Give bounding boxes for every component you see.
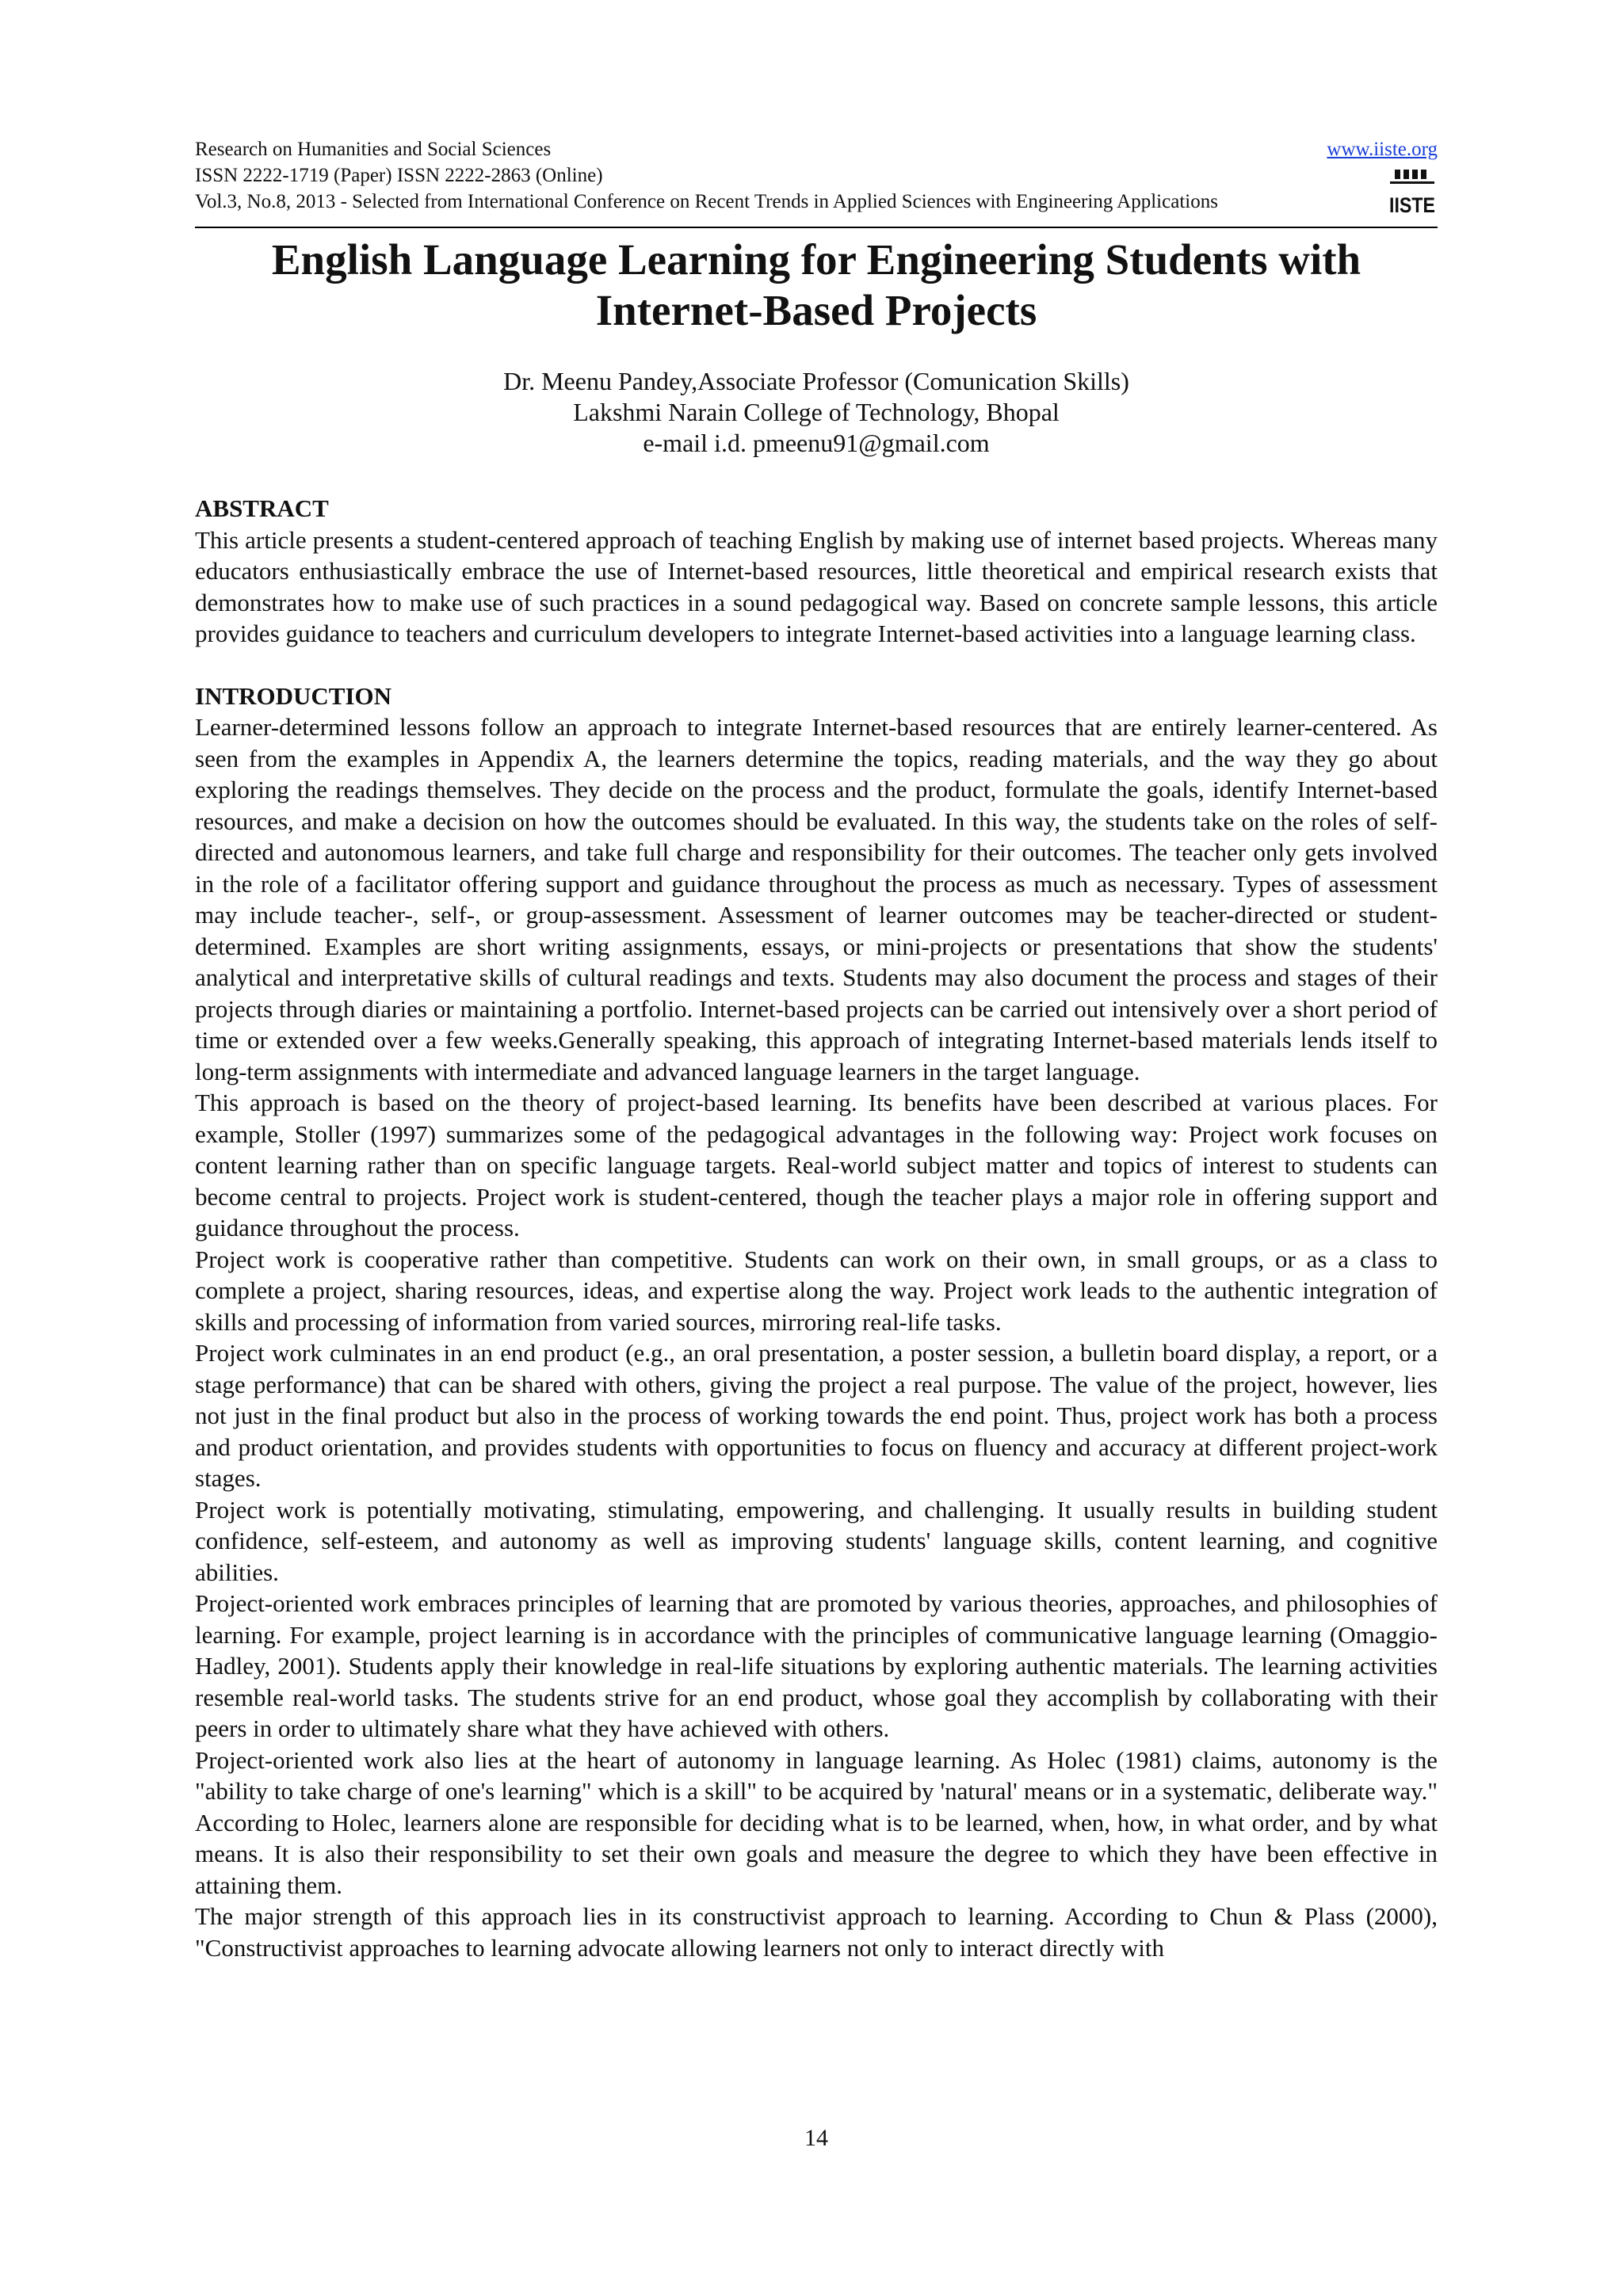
intro-paragraph: The major strength of this approach lies in its constructivist approach to learning. According to Chun & Plass (2000), "Constructivist approaches to learning advocate allowing learners not only to interact directly with bbox=[195, 1902, 1438, 1962]
journal-name: Research on Humanities and Social Sciences bbox=[195, 139, 552, 160]
journal-url-link[interactable]: www.iiste.org bbox=[1327, 139, 1438, 160]
page-number: 14 bbox=[804, 2125, 828, 2151]
introduction-heading: INTRODUCTION bbox=[195, 681, 392, 710]
intro-paragraph: Project-oriented work embraces principles of learning that are promoted by various theories, approaches, and philosophies of learning. For example, project learning is in accordance with the principles of communicative language learning (Omaggio-Hadley, 2001). Students apply their knowledge in real-life situations by exploring authentic materials. The learning activities resemble real-world tasks. The students strive for an end product, whose goal they accomplish by collaborating with their peers in order to ultimately share what they have achieved with others. bbox=[195, 1589, 1438, 1742]
intro-paragraph: Project work is cooperative rather than competitive. Students can work on their own, in small groups, or as a class to complete a project, sharing resources, ideas, and expertise along the way. Project work leads to the authentic integration of skills and processing of information from varied sources, mirroring real-life tasks. bbox=[195, 1245, 1438, 1336]
issn-line: ISSN 2222-1719 (Paper) ISSN 2222-2863 (Online) bbox=[195, 165, 603, 186]
author-affiliation: Lakshmi Narain College of Technology, Bhopal bbox=[573, 398, 1060, 426]
intro-paragraph: Project work is potentially motivating, stimulating, empowering, and challenging. It usually results in building student confidence, self-esteem, and autonomy as well as improving students' language skills, content learning, and cognitive abilities. bbox=[195, 1495, 1438, 1586]
intro-paragraph: This approach is based on the theory of project-based learning. Its benefits have been described at various places. For example, Stoller (1997) summarizes some of the pedagogical advantages in the following way: Project work focuses on content learning rather than on specific language targets. Real-world subject matter and topics of interest to students can become central to projects. Project work is student-centered, though the teacher plays a major role in offering support and guidance throughout the process. bbox=[195, 1089, 1438, 1241]
journal-header bbox=[195, 136, 1438, 215]
intro-paragraph: Project-oriented work also lies at the heart of autonomy in language learning. As Holec (1981) claims, autonomy is the "ability to take charge of one's learning" which is a skill" to be acquired by 'natural' means or in a systematic, deliberate way." According to Holec, learners alone are responsible for deciding what is to be learned, when, how, in what order, and by what means. It is also their responsibility to set their own goals and measure the degree to which they have been effective in attaining them. bbox=[195, 1745, 1438, 1899]
intro-paragraph: Project work culminates in an end product (e.g., an oral presentation, a poster session, a bulletin board display, a report, or a stage performance) that can be shared with others, giving the project a real purpose. The value of the project, however, lies not just in the final product but also in the process of working towards the end point. Thus, project work has both a process and product orientation, and provides students with opportunities to focus on fluency and accuracy at different project-work stages. bbox=[195, 1339, 1438, 1492]
iiste-logo-icon bbox=[1387, 166, 1438, 217]
paper-body bbox=[195, 493, 1438, 1963]
intro-paragraph: Learner-determined lessons follow an approach to integrate Internet-based resources that are entirely learner-centered. As seen from the examples in Appendix A, the learners determine the topics, reading materials, and the way they go about exploring the readings themselves. They decide on the process and the product, formulate the goals, identify Internet-based resources, and make a decision on how the outcomes should be evaluated. In this way, the students take on the roles of self-directed and autonomous learners, and take full charge and responsibility for their outcomes. The teacher only gets involved in the role of a facilitator offering support and guidance throughout the process as much as necessary. Types of assessment may include teacher-, self-, or group-assessment. Assessment of learner outcomes may be teacher-directed or student-determined. Examples are short writing assignments, essays, or mini-projects or presentations that show the students' analytical and interpretative skills of cultural readings and texts. Students may also document the process and stages of their projects through diaries or maintaining a portfolio. Internet-based projects can be carried out intensively over a short period of time or extended over a few weeks.Generally speaking, this approach of integrating Internet-based materials lends itself to long-term assignments with intermediate and advanced language learners in the target language. bbox=[195, 713, 1438, 1085]
author-name: Dr. Meenu Pandey,Associate Professor (Comunication Skills) bbox=[503, 367, 1129, 395]
header-divider bbox=[195, 227, 1438, 228]
author-block bbox=[195, 366, 1438, 459]
section-gap bbox=[195, 650, 1438, 681]
logo-text: IISTE bbox=[1389, 193, 1435, 217]
abstract-text: This article presents a student-centered approach of teaching English by making use of internet based projects. Whereas many educators enthusiastically embrace the use of Internet-based resources, little theoretical and empirical research exists that demonstrates how to make use of such practices in a sound pedagogical way. Based on concrete sample lessons, this article provides guidance to teachers and curriculum developers to integrate Internet-based activities into a language learning class. bbox=[195, 525, 1438, 647]
abstract-heading: ABSTRACT bbox=[195, 494, 329, 522]
paper-title: English Language Learning for Engineering Students with Internet-Based Projects bbox=[271, 235, 1361, 334]
author-email: e-mail i.d. pmeenu91@gmail.com bbox=[643, 429, 990, 457]
volume-line: Vol.3, No.8, 2013 - Selected from International Conference on Recent Trends in Applied Sciences with Engineering Applications bbox=[195, 191, 1218, 212]
